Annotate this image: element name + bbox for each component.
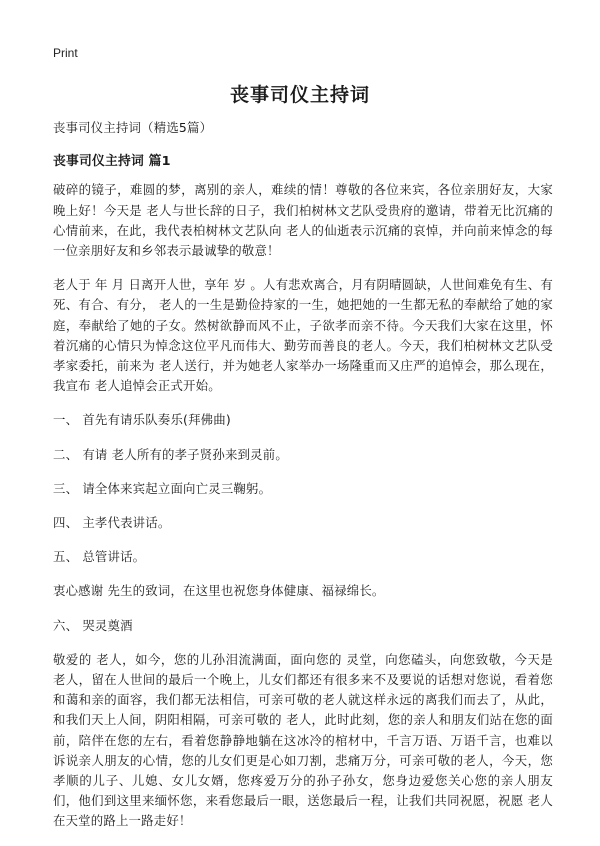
section-title: 丧事司仪主持词 篇1 [53, 154, 171, 170]
step-4: 四、 主孝代表讲话。 [53, 515, 171, 531]
print-link[interactable]: Print [53, 46, 78, 60]
step-5: 五、 总管讲话。 [53, 549, 146, 565]
document-title: 丧事司仪主持词 [229, 84, 370, 106]
paragraph-biography: 老人于 年 月 日离开人世，享年 岁 。人有悲欢离合，月有阴晴圆缺，人世间难免有生、有死、有合、有分， 老人的一生是勤俭持家的一生，她把她的一生都无私的奉献给了她的家庭，奉献给了她的子女。然树欲静而风不止，子欲孝而亲不待。今天我们大家在这里，怀着沉痛的心情只为悼念这位平凡而伟大、勤劳而善良的老人。今天，我们柏树林文艺队受孝家委托，前来为 老人送行，并为她老人家举办一场隆重而又庄严的追悼会，那么现在，我宣布 老人追悼会正式开始。 [53, 277, 553, 394]
document-subtitle: 丧事司仪主持词（精选5篇） [53, 120, 213, 135]
document-body [53, 118, 553, 846]
thanks-line: 衷心感谢 先生的致词，在这里也祝您身体健康、福禄绵长。 [53, 583, 385, 599]
step-2: 二、 有请 老人所有的孝子贤孙来到灵前。 [53, 446, 288, 462]
paragraph-tribute: 敬爱的 老人，如今，您的儿孙泪流满面，面向您的 灵堂，向您磕头，向您致敬，今天是 老人，留在人世间的最后一个晚上，儿女们都还有很多来不及要说的话想对您说，看着您和蔼和亲的面容，我们都无法相信，可亲可敬的老人就这样永远的离我们而去了，从此，和我们天上人间，阴阳相隔，可亲可敬的 老人，此时此刻，您的亲人和朋友们站在您的面前，陪伴在您的左右，看着您静静地躺在这冰冷的棺材中，千言万语、万语千言，也难以诉说亲人朋友的心情，您的儿女们更是心如刀割，悲痛万分，可亲可敬的老人，今天，您孝顺的儿子、儿媳、女儿女婿，您疼爱万分的孙子孙女，您身边爱您关心您的亲人朋友们，他们到这里来缅怀您，来看您最后一眼，送您最后一程，让我们共同祝愿，祝愿 老人在天堂的路上一路走好！ [53, 651, 553, 829]
step-1: 一、 首先有请乐队奏乐(拜佛曲) [53, 412, 231, 428]
paragraph-intro: 破碎的镜子，难圆的梦，离别的亲人，难续的情！尊敬的各位来宾，各位亲朋好友，大家晚上好！今天是 老人与世长辞的日子，我们柏树林文艺队受贵府的邀请，带着无比沉痛的心情前来，在此，我代表柏树林文艺队向 老人的仙逝表示沉痛的哀悼，并向前来悼念的每一位亲朋好友和乡邻表示最诚挚的敬意！ [53, 182, 553, 259]
step-6: 六、 哭灵奠酒 [53, 617, 133, 633]
step-3: 三、 请全体来宾起立面向亡灵三鞠躬。 [53, 480, 272, 496]
